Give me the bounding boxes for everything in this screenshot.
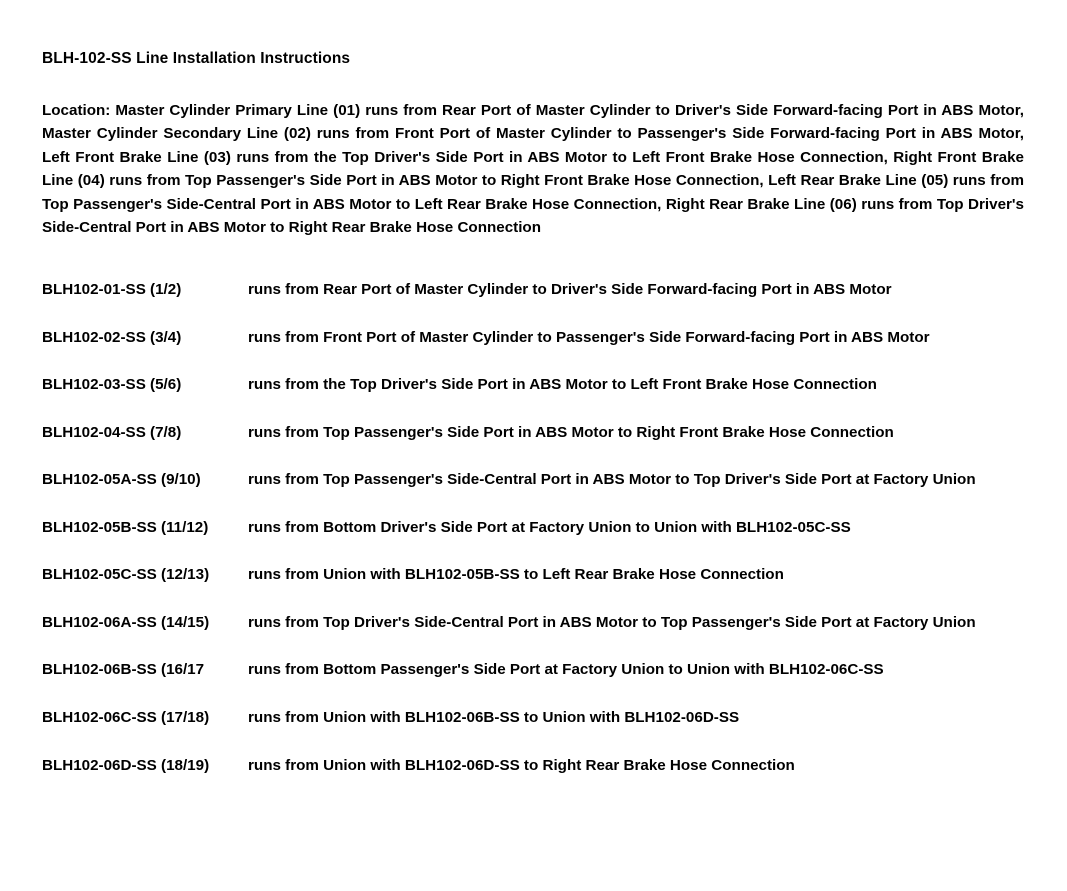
list-item [42,421,1025,445]
line-description: runs from the Top Driver's Side Port in ABS Motor to Left Front Brake Hose Connection [248,376,877,394]
line-code: BLH102-05A-SS (9/10) [42,471,201,489]
list-item [42,373,1025,397]
line-description: runs from Top Passenger's Side Port in ABS Motor to Right Front Brake Hose Connection [248,423,894,441]
line-code: BLH102-05C-SS (12/13) [42,566,210,584]
list-item [42,468,1025,492]
line-list [42,278,1025,777]
list-item [42,326,1025,350]
line-code: BLH102-06C-SS (17/18) [42,709,210,727]
line-description: runs from Bottom Passenger's Side Port at Factory Union to Union with BLH102-06C-SS [248,661,884,679]
list-item [42,706,1025,730]
line-code: BLH102-02-SS (3/4) [42,328,182,346]
line-description: runs from Front Port of Master Cylinder to Passenger's Side Forward-facing Port in ABS Motor [248,328,930,346]
list-item [42,563,1025,587]
line-code: BLH102-06A-SS (14/15) [42,613,210,631]
list-item [42,658,1025,682]
page-title: BLH-102-SS Line Installation Instructions [42,50,351,67]
line-code: BLH102-01-SS (1/2) [42,280,182,298]
line-code: BLH102-06B-SS (16/17 [42,661,205,679]
line-description: runs from Union with BLH102-05B-SS to Left Rear Brake Hose Connection [248,566,784,584]
line-code: BLH102-05B-SS (11/12) [42,518,209,536]
line-description: runs from Union with BLH102-06D-SS to Right Rear Brake Hose Connection [248,756,795,774]
list-item [42,516,1025,540]
line-description: runs from Top Passenger's Side-Central Port in ABS Motor to Top Driver's Side Port at Factory Union [248,471,976,489]
line-description: runs from Rear Port of Master Cylinder to Driver's Side Forward-facing Port in ABS Motor [248,280,892,298]
list-item [42,611,1025,635]
location-paragraph: Location: Master Cylinder Primary Line (01) runs from Rear Port of Master Cylinder to Driver's Side Forward-facing Port in ABS Motor, Master Cylinder Secondary Line (02) runs from Front Port of Master Cylinder to Passenger's Side Forward-facing Port in ABS Motor, Left Front Brake Line (03) runs from the Top Driver's Side Port in ABS Motor to Left Front Brake Hose Connection, Right Front Brake Line (04) runs from Top Passenger's Side Port in ABS Motor to Right Front Brake Hose Connection, Left Rear Brake Line (05) runs from Top Passenger's Side-Central Port in ABS Motor to Left Rear Brake Hose Connection, Right Rear Brake Line (06) runs from Top Driver's Side-Central Port in ABS Motor to Right Rear Brake Hose Connection [42,101,1024,237]
line-description: runs from Union with BLH102-06B-SS to Union with BLH102-06D-SS [248,709,740,727]
list-item [42,754,1025,778]
line-code: BLH102-04-SS (7/8) [42,423,182,441]
list-item [42,278,1025,302]
line-code: BLH102-06D-SS (18/19) [42,756,210,774]
line-description: runs from Bottom Driver's Side Port at Factory Union to Union with BLH102-05C-SS [248,518,851,536]
line-description: runs from Top Driver's Side-Central Port in ABS Motor to Top Passenger's Side Port at Factory Union [248,613,976,631]
line-code: BLH102-03-SS (5/6) [42,376,182,394]
